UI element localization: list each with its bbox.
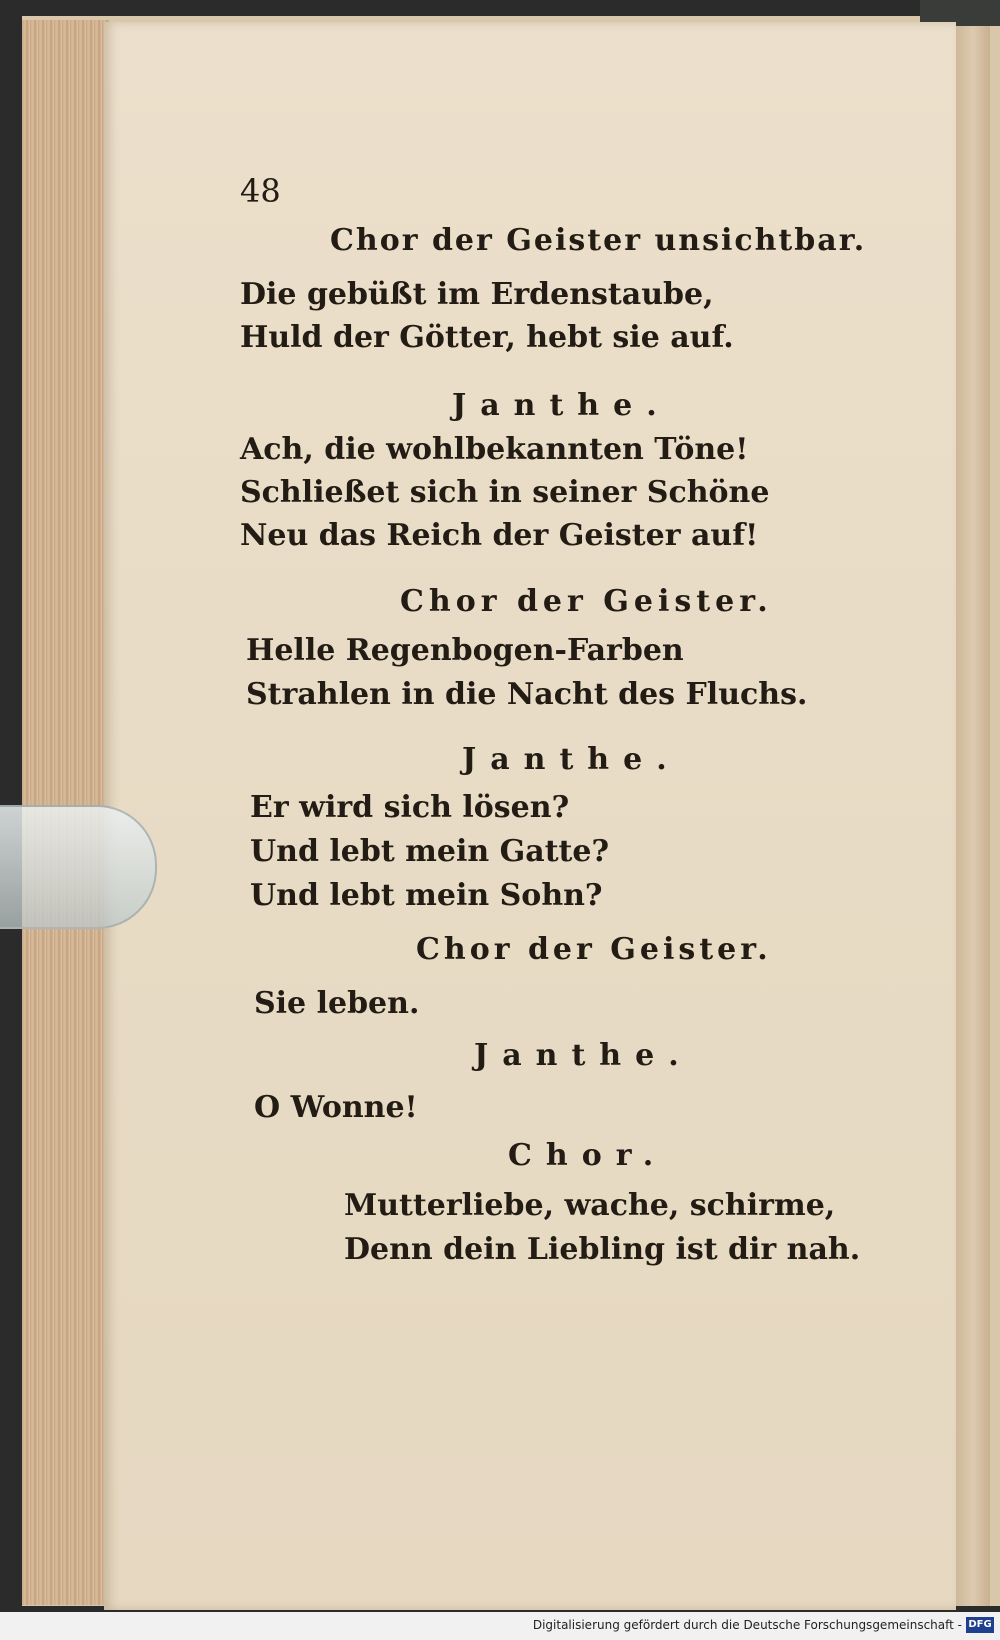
speaker-heading: Chor der Geister unsichtbar. [330, 223, 867, 258]
footer-bar [0, 1612, 1000, 1640]
speaker-heading: Janthe. [462, 742, 681, 777]
verse-line: Ach, die wohlbekannten Töne! [240, 432, 749, 467]
speaker-heading: Janthe. [452, 388, 671, 423]
funding-credit: Digitalisierung gefördert durch die Deutsche Forschungsgemeinschaft - [532, 1618, 962, 1632]
verse-line: Und lebt mein Sohn? [250, 878, 603, 913]
speaker-heading: Chor. [508, 1138, 668, 1173]
verse-line: Helle Regenbogen-Farben [246, 633, 684, 668]
verse-line: Mutterliebe, wache, schirme, [344, 1188, 836, 1223]
page-number: 48 [240, 172, 281, 210]
verse-line: Sie leben. [254, 986, 420, 1021]
verse-line: Und lebt mein Gatte? [250, 834, 610, 869]
right-page-edge [956, 26, 990, 1606]
verse-line: Strahlen in die Nacht des Fluchs. [246, 677, 808, 712]
verse-line: Huld der Götter, hebt sie auf. [240, 320, 734, 355]
verse-line: Die gebüßt im Erdenstaube, [240, 277, 714, 312]
verse-line: Schließet sich in seiner Schöne [240, 475, 770, 510]
speaker-heading: Chor der Geister. [400, 584, 773, 619]
verse-line: Neu das Reich der Geister auf! [240, 518, 759, 553]
verse-line: O Wonne! [254, 1090, 418, 1125]
speaker-heading: Janthe. [474, 1038, 693, 1073]
bookmark-clip [0, 805, 157, 929]
verse-line: Er wird sich lösen? [250, 790, 570, 825]
speaker-heading: Chor der Geister. [416, 932, 772, 967]
dfg-logo: DFG [966, 1617, 994, 1633]
verse-line: Denn dein Liebling ist dir nah. [344, 1232, 861, 1267]
